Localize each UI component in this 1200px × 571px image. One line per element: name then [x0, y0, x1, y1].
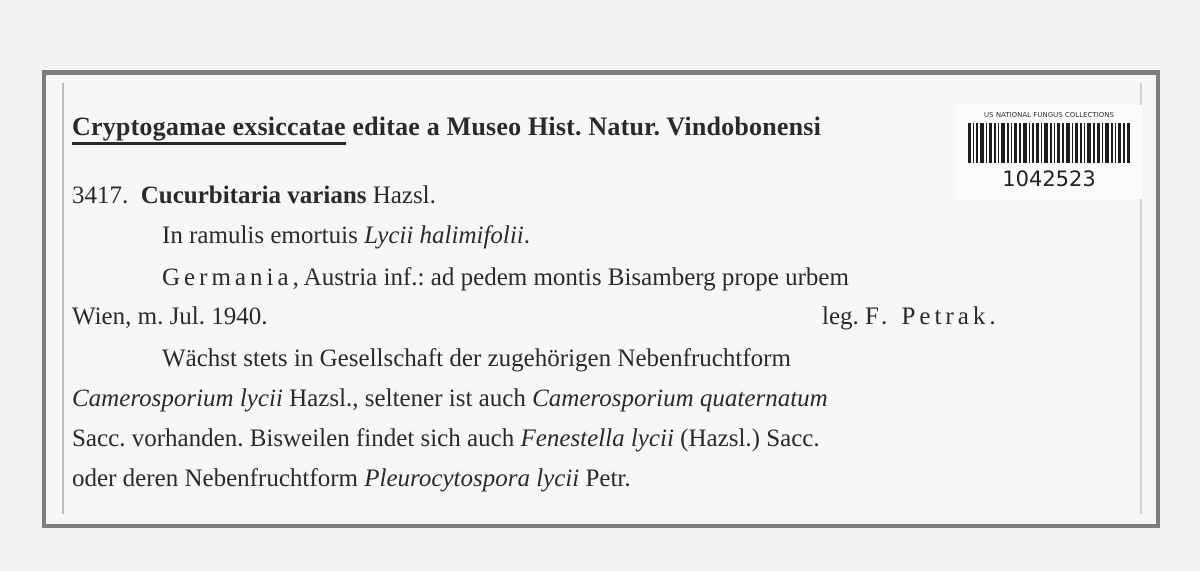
- anamorph-name-2: Camerosporium quaternatum: [532, 385, 828, 412]
- locality-line: [162, 264, 849, 292]
- note-text-1: Wächst stets in Gesellschaft der zugehörigen Nebenfruchtform: [162, 345, 791, 372]
- note-line-3: [72, 425, 820, 453]
- specimen-label: [42, 70, 1160, 528]
- note-text-2: Hazsl., seltener ist auch: [282, 385, 533, 412]
- substrate-text: In ramulis emortuis: [162, 222, 365, 249]
- barcode-icon: [968, 123, 1130, 163]
- note-text-4: oder deren Nebenfruchtform: [72, 465, 365, 492]
- species-name: Cucurbitaria varians: [140, 182, 367, 209]
- barcode-number: 1042523: [1002, 167, 1096, 191]
- note-line-1: [162, 345, 791, 373]
- entry-title-line: [72, 182, 436, 210]
- anamorph-name-3: Pleurocytospora lycii: [364, 465, 580, 492]
- collection-date: Wien, m. Jul. 1940.: [72, 303, 268, 330]
- locality-text: , Austria inf.: ad pedem montis Bisamberg prope urbem: [292, 264, 849, 291]
- anamorph-name-1: Camerosporium lycii: [72, 385, 283, 412]
- note-text-3b: (Hazsl.) Sacc.: [673, 425, 820, 452]
- country: Germania: [162, 264, 293, 291]
- substrate-line: [162, 222, 530, 250]
- note-line-4: [72, 465, 631, 493]
- species-author: Hazsl.: [366, 182, 436, 209]
- collector-end: .: [989, 303, 996, 330]
- related-species-name: Fenestella lycii: [520, 425, 674, 452]
- note-line-2: [72, 385, 828, 413]
- collection-header: [72, 112, 821, 142]
- collector-line: [822, 303, 996, 331]
- collector-prefix: leg.: [822, 303, 866, 330]
- host-name: Lycii halimifolii: [364, 222, 524, 249]
- barcode-label: [956, 105, 1142, 199]
- host-end: .: [523, 222, 530, 249]
- exsiccata-number: 3417.: [72, 182, 129, 209]
- collection-name: Cryptogamae exsiccatae: [72, 112, 346, 145]
- publisher-text: editae a Museo Hist. Natur. Vindobonensi: [345, 112, 822, 141]
- date-line: [72, 303, 268, 331]
- collector-name: F. Petrak: [865, 303, 990, 330]
- barcode-caption: US NATIONAL FUNGUS COLLECTIONS: [984, 111, 1114, 119]
- note-text-3: Sacc. vorhanden. Bisweilen findet sich auch: [72, 425, 521, 452]
- note-text-4b: Petr.: [579, 465, 631, 492]
